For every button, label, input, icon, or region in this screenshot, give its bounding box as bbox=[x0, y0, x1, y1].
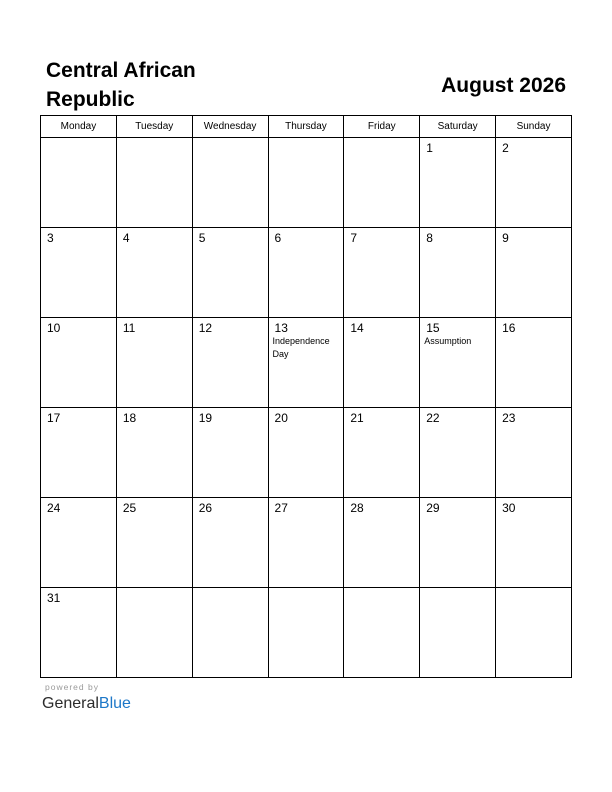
day-cell bbox=[192, 498, 268, 588]
day-number: 4 bbox=[122, 231, 130, 245]
weekday-monday: Monday bbox=[41, 116, 117, 138]
day-cell bbox=[41, 408, 117, 498]
weekday-saturday: Saturday bbox=[420, 116, 496, 138]
day-cell bbox=[116, 408, 192, 498]
day-cell bbox=[268, 408, 344, 498]
calendar-grid bbox=[40, 115, 572, 678]
day-cell bbox=[116, 138, 192, 228]
day-cell bbox=[192, 588, 268, 678]
day-number: 14 bbox=[350, 321, 364, 335]
day-number: 26 bbox=[198, 501, 213, 515]
day-number: 2 bbox=[502, 141, 509, 155]
week-row bbox=[41, 408, 572, 498]
day-number: 20 bbox=[274, 411, 288, 425]
day-cell bbox=[344, 588, 420, 678]
day-cell bbox=[41, 588, 117, 678]
day-cell bbox=[420, 318, 496, 408]
month-title: August 2026 bbox=[441, 74, 566, 97]
day-cell bbox=[344, 138, 420, 228]
day-cell bbox=[116, 588, 192, 678]
day-cell bbox=[496, 498, 572, 588]
weekday-friday: Friday bbox=[344, 116, 420, 138]
day-cell bbox=[41, 228, 117, 318]
day-cell bbox=[41, 138, 117, 228]
day-cell bbox=[496, 408, 572, 498]
day-number bbox=[496, 588, 571, 591]
day-cell bbox=[344, 318, 420, 408]
week-row bbox=[41, 228, 572, 318]
brand-general-text: General bbox=[42, 695, 99, 712]
day-number: 15 bbox=[426, 321, 440, 335]
day-cell bbox=[268, 228, 344, 318]
day-number: 10 bbox=[47, 321, 61, 335]
day-cell bbox=[496, 228, 572, 318]
day-number bbox=[117, 138, 192, 141]
day-cell bbox=[268, 138, 344, 228]
day-cell bbox=[420, 498, 496, 588]
day-number: 17 bbox=[47, 411, 61, 425]
day-cell bbox=[192, 318, 268, 408]
day-number bbox=[117, 588, 192, 591]
day-number: 16 bbox=[502, 321, 516, 335]
day-number bbox=[269, 138, 344, 141]
week-row bbox=[41, 138, 572, 228]
day-number: 25 bbox=[122, 501, 137, 515]
weekday-wednesday: Wednesday bbox=[192, 116, 268, 138]
day-number: 5 bbox=[198, 231, 206, 245]
day-number bbox=[41, 138, 116, 141]
day-number: 9 bbox=[502, 231, 509, 245]
day-cell bbox=[496, 588, 572, 678]
day-number: 28 bbox=[350, 501, 364, 515]
weekday-thursday: Thursday bbox=[268, 116, 344, 138]
day-number: 24 bbox=[47, 501, 61, 515]
day-number: 1 bbox=[426, 141, 433, 155]
day-number bbox=[193, 588, 268, 591]
day-cell bbox=[420, 408, 496, 498]
day-number bbox=[344, 588, 419, 591]
day-cell bbox=[344, 228, 420, 318]
day-number bbox=[420, 588, 495, 591]
day-number: 23 bbox=[502, 411, 516, 425]
day-number bbox=[344, 138, 419, 141]
powered-by-text: powered by bbox=[45, 682, 99, 692]
day-number: 18 bbox=[122, 411, 137, 425]
holiday-label: Assumption bbox=[424, 336, 472, 346]
weekday-sunday: Sunday bbox=[496, 116, 572, 138]
day-cell bbox=[116, 498, 192, 588]
day-cell bbox=[192, 228, 268, 318]
day-cell bbox=[41, 318, 117, 408]
day-cell bbox=[344, 408, 420, 498]
day-cell bbox=[420, 138, 496, 228]
day-cell bbox=[41, 498, 117, 588]
day-number: 3 bbox=[47, 231, 54, 245]
day-number bbox=[269, 588, 344, 591]
day-number: 29 bbox=[426, 501, 440, 515]
day-cell bbox=[496, 138, 572, 228]
day-cell bbox=[268, 318, 344, 408]
day-number: 21 bbox=[350, 411, 364, 425]
day-number: 27 bbox=[274, 501, 288, 515]
day-cell bbox=[192, 138, 268, 228]
week-row bbox=[41, 588, 572, 678]
generalblue-logo[interactable] bbox=[42, 694, 131, 714]
day-number: 6 bbox=[274, 231, 282, 245]
day-number: 12 bbox=[198, 321, 213, 335]
day-cell bbox=[268, 498, 344, 588]
day-cell bbox=[268, 588, 344, 678]
country-title: Central African Republic bbox=[46, 59, 196, 111]
day-number: 22 bbox=[426, 411, 440, 425]
day-number bbox=[193, 138, 268, 141]
week-row bbox=[41, 318, 572, 408]
day-cell bbox=[192, 408, 268, 498]
day-cell bbox=[420, 588, 496, 678]
day-number: 8 bbox=[426, 231, 433, 245]
day-number: 13 bbox=[274, 321, 288, 335]
brand-blue-text: Blue bbox=[98, 695, 131, 712]
day-number: 11 bbox=[122, 321, 136, 335]
day-cell bbox=[420, 228, 496, 318]
holiday-label: Independence Day bbox=[272, 336, 330, 359]
day-cell bbox=[344, 498, 420, 588]
day-number: 7 bbox=[350, 231, 358, 245]
weekday-header-row bbox=[41, 116, 572, 138]
day-cell bbox=[116, 228, 192, 318]
day-number: 30 bbox=[502, 501, 516, 515]
weekday-tuesday: Tuesday bbox=[116, 116, 192, 138]
footer-branding bbox=[42, 682, 131, 714]
day-cell bbox=[496, 318, 572, 408]
day-cell bbox=[116, 318, 192, 408]
day-number: 19 bbox=[198, 411, 213, 425]
week-row bbox=[41, 498, 572, 588]
day-number: 31 bbox=[47, 591, 61, 605]
